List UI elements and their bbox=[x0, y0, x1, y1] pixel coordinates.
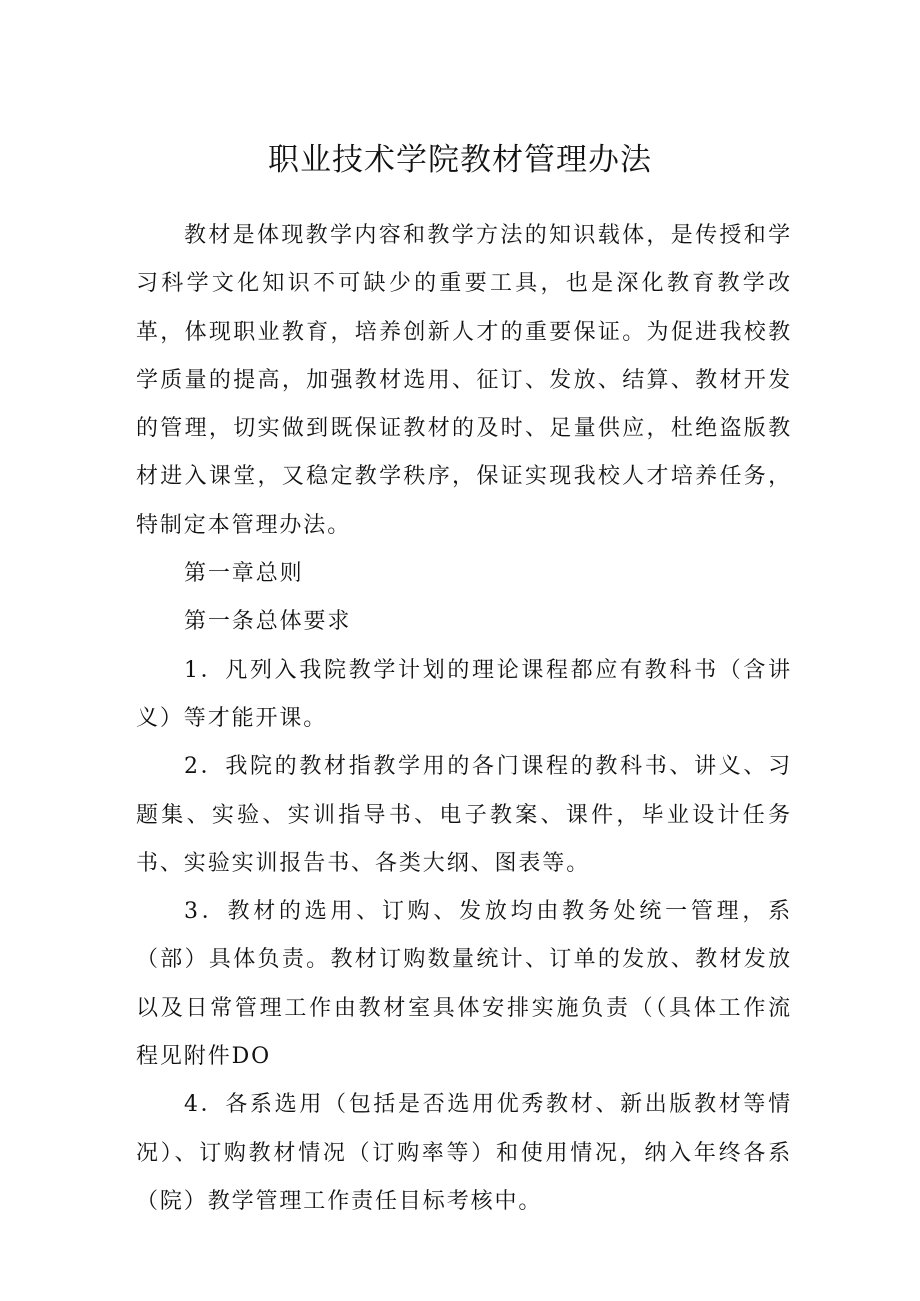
item-paragraph-2: 2．我院的教材指教学用的各门课程的教科书、讲义、习题集、实验、实训指导书、电子教案、课件，毕业设计任务书、实验实训报告书、各类大纲、图表等。 bbox=[136, 754, 792, 876]
item-paragraph-4: 4．各系选用（包括是否选用优秀教材、新出版教材等情况）、订购教材情况（订购率等）和使用情况，纳入年终各系（院）教学管理工作责任目标考核中。 bbox=[136, 1092, 792, 1214]
item-paragraph-1: 1．凡列入我院教学计划的理论课程都应有教科书（含讲义）等才能开课。 bbox=[136, 657, 792, 731]
document-body bbox=[136, 212, 792, 1226]
intro-paragraph: 教材是体现教学内容和教学方法的知识载体，是传授和学习科学文化知识不可缺少的重要工具，也是深化教育教学改革，体现职业教育，培养创新人才的重要保证。为促进我校教学质量的提高，加强教材选用、征订、发放、结算、教材开发的管理，切实做到既保证教材的及时、足量供应，杜绝盗版教材进入课堂，又稳定教学秩序，保证实现我校人才培养任务，特制定本管理办法。 bbox=[136, 223, 792, 538]
item-paragraph-3: 3．教材的选用、订购、发放均由教务处统一管理，系（部）具体负责。教材订购数量统计、订单的发放、教材发放以及日常管理工作由教材室具体安排实施负责（（具体工作流程见附件DO bbox=[136, 899, 792, 1070]
document-title: 职业技术学院教材管理办法 bbox=[268, 142, 652, 178]
article-heading: 第一条总体要求 bbox=[184, 609, 352, 635]
chapter-heading: 第一章总则 bbox=[184, 561, 304, 587]
